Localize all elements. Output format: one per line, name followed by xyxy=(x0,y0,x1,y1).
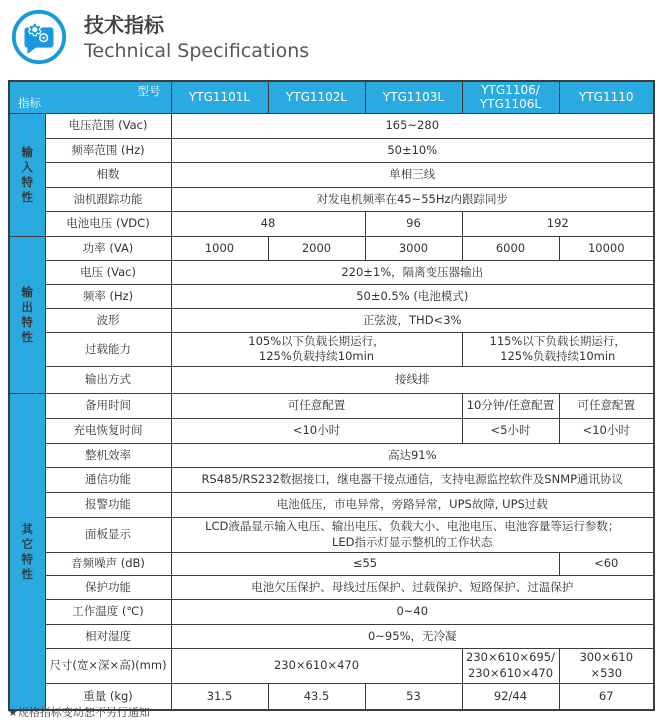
spec-value-cell: 92/44 xyxy=(462,683,559,710)
spec-value-cell: 10000 xyxy=(559,236,654,260)
table-row xyxy=(9,575,654,599)
page-title-zh: 技术指标 xyxy=(84,13,164,37)
row-label: 频率范围 (Hz) xyxy=(45,138,171,162)
spec-value-cell: ≤55 xyxy=(171,552,559,575)
table-header-row xyxy=(9,81,654,113)
spec-value-cell: 可任意配置 xyxy=(559,393,654,418)
section-label-other: 其 它 特 性 xyxy=(9,393,45,710)
spec-value-cell: 48 xyxy=(171,211,365,236)
spec-value-cell: 单相三线 xyxy=(171,162,654,187)
row-label: 备用时间 xyxy=(45,393,171,418)
corner-index-label: 指标 xyxy=(18,95,41,110)
table-row xyxy=(9,418,654,443)
spec-value-cell: 电池低压，市电异常，旁路异常，UPS故障, UPS过载 xyxy=(171,492,654,517)
spec-value-cell: <60 xyxy=(559,552,654,575)
row-label: 相对湿度 xyxy=(45,624,171,648)
table-row xyxy=(9,517,654,552)
row-label: 过载能力 xyxy=(45,332,171,366)
spec-value-cell: 高达91% xyxy=(171,443,654,467)
doc-header xyxy=(10,8,309,66)
row-label: 工作温度 (℃) xyxy=(45,599,171,624)
table-row xyxy=(9,260,654,284)
row-label: 通信功能 xyxy=(45,467,171,492)
spec-value-cell: 6000 xyxy=(462,236,559,260)
row-label: 电池电压 (VDC) xyxy=(45,211,171,236)
spec-value-cell: 2000 xyxy=(268,236,365,260)
table-row xyxy=(9,599,654,624)
corner-model-label: 型号 xyxy=(137,84,161,98)
table-row xyxy=(9,624,654,648)
spec-value-cell: <10小时 xyxy=(559,418,654,443)
table-row xyxy=(9,332,654,366)
spec-value-cell: 105%以下负载长期运行， 125%负载持续10min xyxy=(171,332,462,366)
row-label: 整机效率 xyxy=(45,443,171,467)
spec-value-cell: RS485/RS232数据接口，继电器干接点通信，支持电源监控软件及SNMP通讯协议 xyxy=(171,467,654,492)
spec-value-cell: 96 xyxy=(365,211,462,236)
spec-value-cell: 接线排 xyxy=(171,366,654,393)
spec-value-cell: 53 xyxy=(365,683,462,710)
spec-value-cell: 正弦波，THD<3% xyxy=(171,308,654,332)
row-label: 面板显示 xyxy=(45,517,171,552)
spec-value-cell: 1000 xyxy=(171,236,268,260)
table-row xyxy=(9,308,654,332)
table-row xyxy=(9,366,654,393)
row-label: 音频噪声 (dB) xyxy=(45,552,171,575)
spec-value-cell: 230×610×695/ 230×610×470 xyxy=(462,648,559,683)
model-header-0: YTG1101L xyxy=(171,81,268,113)
spec-value-cell: 31.5 xyxy=(171,683,268,710)
table-row xyxy=(9,284,654,308)
spec-value-cell: 43.5 xyxy=(268,683,365,710)
row-label: 油机跟踪功能 xyxy=(45,187,171,211)
row-label: 电压 (Vac) xyxy=(45,260,171,284)
spec-value-cell: 67 xyxy=(559,683,654,710)
table-row xyxy=(9,467,654,492)
spec-value-cell: 电池欠压保护、母线过压保护、过载保护、短路保护、过温保护 xyxy=(171,575,654,599)
row-label: 充电恢复时间 xyxy=(45,418,171,443)
spec-value-cell: 50±0.5% (电池模式) xyxy=(171,284,654,308)
spec-table xyxy=(8,80,655,711)
section-label-input: 输 入 特 性 xyxy=(9,113,45,236)
spec-value-cell: 220±1%，隔离变压器输出 xyxy=(171,260,654,284)
spec-value-cell: 0~95%，无冷凝 xyxy=(171,624,654,648)
footnote: ★规格指标变动恕不另行通知 xyxy=(8,706,150,719)
spec-value-cell: 115%以下负载长期运行， 125%负载持续10min xyxy=(462,332,654,366)
row-label: 电压范围 (Vac) xyxy=(45,113,171,138)
model-header-1: YTG1102L xyxy=(268,81,365,113)
table-row xyxy=(9,236,654,260)
table-row xyxy=(9,187,654,211)
header-titles xyxy=(84,8,309,64)
spec-value-cell: 10分钟/任意配置 xyxy=(462,393,559,418)
table-row xyxy=(9,393,654,418)
model-header-2: YTG1103L xyxy=(365,81,462,113)
model-header-4: YTG1110 xyxy=(559,81,654,113)
model-header-3: YTG1106/ YTG1106L xyxy=(462,81,559,113)
section-label-output: 输 出 特 性 xyxy=(9,236,45,393)
spec-value-cell: 0~40 xyxy=(171,599,654,624)
gear-chat-bubble-icon xyxy=(10,8,68,66)
spec-value-cell: 300×610 ×530 xyxy=(559,648,654,683)
table-row xyxy=(9,443,654,467)
row-label: 输出方式 xyxy=(45,366,171,393)
row-label: 保护功能 xyxy=(45,575,171,599)
spec-value-cell: <10小时 xyxy=(171,418,462,443)
table-row xyxy=(9,492,654,517)
row-label: 相数 xyxy=(45,162,171,187)
spec-value-cell: 对发电机频率在45~55Hz内跟踪同步 xyxy=(171,187,654,211)
spec-value-cell: <5小时 xyxy=(462,418,559,443)
table-row xyxy=(9,113,654,138)
row-label: 重量 (kg) xyxy=(45,683,171,710)
spec-table-body xyxy=(9,113,654,710)
table-row xyxy=(9,138,654,162)
row-label: 频率 (Hz) xyxy=(45,284,171,308)
row-label: 尺寸(宽×深×高)(mm) xyxy=(45,648,171,683)
table-row xyxy=(9,162,654,187)
spec-value-cell: 230×610×470 xyxy=(171,648,462,683)
corner-cell xyxy=(9,81,171,113)
spec-value-cell: LCD液晶显示输入电压、输出电压、负载大小、电池电压、电池容量等运行参数； LED指示灯显示整机的工作状态 xyxy=(171,517,654,552)
row-label: 功率 (VA) xyxy=(45,236,171,260)
page-title-en: Technical Specifications xyxy=(84,40,310,62)
spec-value-cell: 可任意配置 xyxy=(171,393,462,418)
spec-value-cell: 192 xyxy=(462,211,654,236)
spec-value-cell: 50±10% xyxy=(171,138,654,162)
row-label: 报警功能 xyxy=(45,492,171,517)
spec-value-cell: 165~280 xyxy=(171,113,654,138)
spec-value-cell: 3000 xyxy=(365,236,462,260)
table-row xyxy=(9,211,654,236)
table-row xyxy=(9,648,654,683)
row-label: 波形 xyxy=(45,308,171,332)
table-row xyxy=(9,552,654,575)
